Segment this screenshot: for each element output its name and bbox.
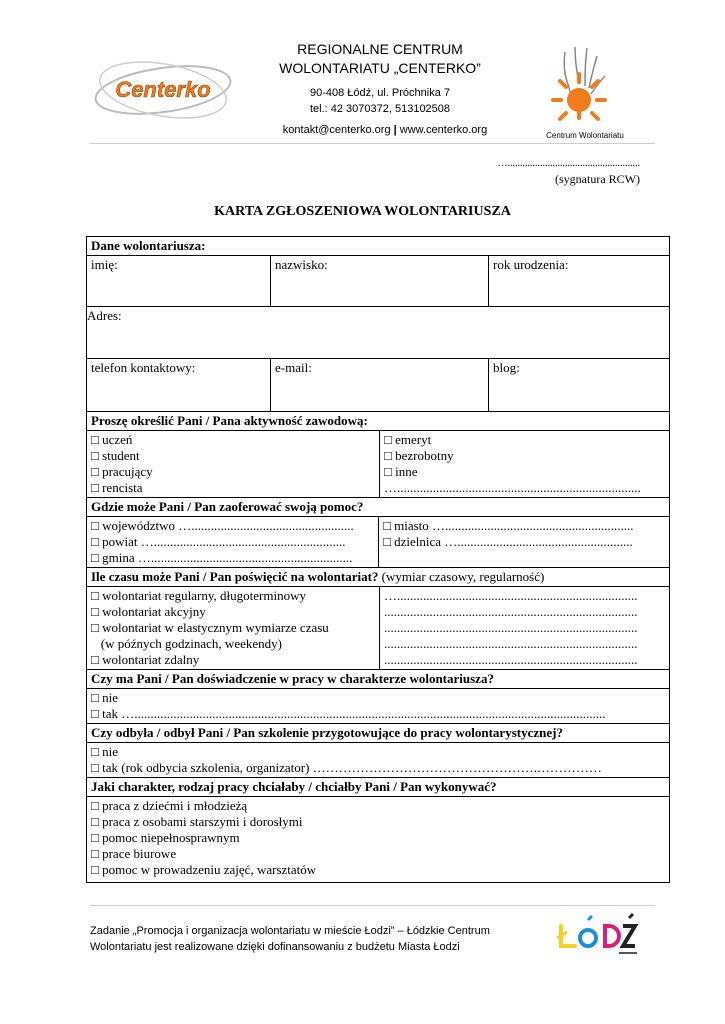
last-name-field[interactable] xyxy=(270,256,488,306)
blog-field[interactable] xyxy=(488,359,669,411)
experience-options xyxy=(87,689,669,723)
activity-option[interactable]: □ bezrobotny xyxy=(384,448,454,463)
lodz-logo xyxy=(555,912,645,962)
time-detail-input[interactable]: .............................................................................. xyxy=(384,604,638,619)
footer-divider xyxy=(90,905,655,906)
time-detail-input[interactable]: .............................................................................. xyxy=(384,636,638,651)
training-question: Czy odbyła / odbył Pani / Pan szkolenie przygotowujące do pracy wolontarystycznej? xyxy=(91,725,563,740)
org-title-line1: REGIONALNE CENTRUM xyxy=(297,41,463,57)
contact-separator: | xyxy=(393,124,397,136)
sun-hand-icon xyxy=(553,47,605,119)
time-detail-input[interactable]: ….......................................................................... xyxy=(384,588,638,603)
org-contact xyxy=(255,124,515,136)
kind-option[interactable]: □ pomoc niepełnosprawnym xyxy=(91,830,240,845)
birth-year-field[interactable] xyxy=(488,256,669,306)
experience-question: Czy ma Pani / Pan doświadczenie w pracy w charakterze wolontariusza? xyxy=(91,671,494,686)
kind-option[interactable]: □ prace biurowe xyxy=(91,846,177,861)
kind-question-row xyxy=(87,777,669,796)
volunteer-center-caption: Centrum Wolontariatu xyxy=(546,131,624,140)
where-right-column xyxy=(379,517,669,567)
training-option-yes[interactable]: □ tak (rok odbycia szkolenia, organizator) …………………………………………….…………… xyxy=(91,760,602,775)
volunteer-header: Dane wolontariusza: xyxy=(91,238,206,253)
experience-option-yes[interactable]: □ tak …................................................................................................................................................. xyxy=(91,706,606,721)
where-option[interactable]: □ powiat …........................................................... xyxy=(91,534,346,549)
org-phone: tel.: 42 3070372, 513102508 xyxy=(309,103,451,115)
org-website[interactable]: www.centerko.org xyxy=(399,124,488,136)
kind-option[interactable]: □ pomoc w prowadzeniu zajęć, warsztatów xyxy=(91,862,317,877)
time-detail-input[interactable]: .............................................................................. xyxy=(384,652,638,667)
form-title: KARTA ZGŁOSZENIOWA WOLONTARIUSZA xyxy=(214,204,511,219)
time-option[interactable]: □ wolontariat regularny, długoterminowy xyxy=(91,588,306,603)
kind-option[interactable]: □ praca z osobami starszymi i dorosłymi xyxy=(91,814,303,829)
phone-field[interactable] xyxy=(87,359,270,411)
activity-left-column xyxy=(87,431,379,497)
experience-option-no[interactable]: □ nie xyxy=(91,690,118,705)
org-title xyxy=(270,40,490,78)
org-address-block xyxy=(270,85,490,117)
time-question-main: Ile czasu może Pani / Pan poświęcić na wolontariat? xyxy=(91,569,379,584)
where-option[interactable]: □ dzielnica …...................................................... xyxy=(383,534,633,549)
email-field[interactable] xyxy=(270,359,488,411)
kind-options-row xyxy=(87,796,669,882)
footer-text xyxy=(90,923,510,955)
where-option[interactable]: □ gmina ….............................................................. xyxy=(91,550,353,565)
activity-option[interactable]: □ emeryt xyxy=(384,432,432,447)
time-option[interactable]: □ wolontariat zdalny xyxy=(91,652,200,667)
time-option-note: (w późnych godzinach, weekendy) xyxy=(91,636,282,651)
centerko-logo xyxy=(88,50,238,130)
footer-line-1: Zadanie „Promocja i organizacja wolontariatu w mieście Łodzi” – Łódzkie Centrum xyxy=(90,925,490,937)
where-question-row xyxy=(87,497,669,516)
centerko-logo-text: Centerko xyxy=(115,77,211,102)
address-row xyxy=(87,306,669,358)
where-options-row xyxy=(87,516,669,567)
blog-label: blog: xyxy=(493,360,520,375)
activity-question-row xyxy=(87,411,669,430)
time-option[interactable]: □ wolontariat w elastycznym wymiarze czasu xyxy=(91,620,329,635)
activity-option[interactable]: □ rencista xyxy=(91,480,143,495)
activity-option[interactable]: □ pracujący xyxy=(91,464,153,479)
email-label: e-mail: xyxy=(275,360,312,375)
where-option[interactable]: □ miasto ….......................................................... xyxy=(383,518,634,533)
time-left-column xyxy=(87,587,379,669)
header-divider xyxy=(90,143,655,144)
first-name-field[interactable] xyxy=(87,256,270,306)
kind-option[interactable]: □ praca z dziećmi i młodzieżą xyxy=(91,798,248,813)
training-options-row xyxy=(87,742,669,777)
signature-label: (sygnatura RCW) xyxy=(555,172,640,186)
activity-other-input[interactable]: …........................................................................... xyxy=(384,480,641,495)
kind-options xyxy=(87,797,669,882)
time-question-note: (wymiar czasowy, regularność) xyxy=(378,569,545,584)
last-name-label: nazwisko: xyxy=(275,257,328,272)
activity-question: Proszę określić Pani / Pana aktywność zawodową: xyxy=(91,413,368,428)
org-address: 90-408 Łódź, ul. Próchnika 7 xyxy=(309,87,451,99)
org-title-line2: WOLONTARIATU „CENTERKO” xyxy=(279,60,481,76)
where-question: Gdzie może Pani / Pan zaoferować swoją pomoc? xyxy=(91,499,364,514)
where-left-column xyxy=(87,517,379,567)
kind-question: Jaki charakter, rodzaj pracy chciałaby / chciałby Pani / Pan wykonywać? xyxy=(91,779,497,794)
time-detail-input[interactable]: .............................................................................. xyxy=(384,620,638,635)
time-right-column xyxy=(379,587,669,669)
training-question-row xyxy=(87,723,669,742)
time-question-row xyxy=(87,567,669,586)
address-field[interactable] xyxy=(87,307,669,358)
lodz-logo-graphic xyxy=(555,912,645,962)
phone-label: telefon kontaktowy: xyxy=(91,360,196,375)
training-options xyxy=(87,743,669,777)
time-question xyxy=(87,568,548,586)
time-options-row xyxy=(87,586,669,669)
experience-options-row xyxy=(87,688,669,723)
birth-year-label: rok urodzenia: xyxy=(493,257,569,272)
where-option[interactable]: □ województwo ….................................................. xyxy=(91,518,354,533)
activity-options-row xyxy=(87,430,669,497)
activity-option[interactable]: □ uczeń xyxy=(91,432,133,447)
activity-right-column xyxy=(379,431,669,497)
time-option[interactable]: □ wolontariat akcyjny xyxy=(91,604,206,619)
address-label: Adres: xyxy=(87,308,122,323)
activity-option[interactable]: □ inne xyxy=(384,464,418,479)
name-row xyxy=(87,255,669,306)
volunteer-center-logo xyxy=(535,42,635,140)
experience-question-row xyxy=(87,669,669,688)
org-email[interactable]: kontakt@centerko.org xyxy=(282,124,391,136)
first-name-label: imię: xyxy=(91,257,118,272)
activity-option[interactable]: □ student xyxy=(91,448,140,463)
volunteer-header-row xyxy=(87,237,669,255)
volunteer-form xyxy=(86,236,670,883)
signature-dots: …..................................................... xyxy=(497,158,640,169)
footer-line-2: Wolontariatu jest realizowane dzięki dofinansowaniu z budżetu Miasta Łodzi xyxy=(90,941,460,953)
contact-row xyxy=(87,358,669,411)
training-option-no[interactable]: □ nie xyxy=(91,744,118,759)
